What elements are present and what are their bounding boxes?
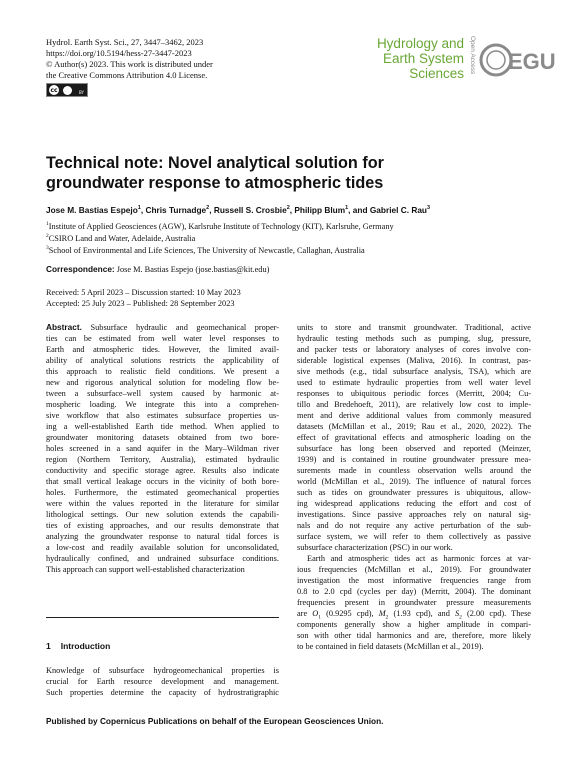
introduction-text [46,665,279,698]
author-name: Gabriel C. Rau [369,205,427,215]
body-line: Earth and atmospheric tides act as harmonic forces at var- [307,554,531,563]
section-divider [46,617,279,618]
body-line: crucial for Earth resource development and management. [46,677,279,686]
affiliation [46,245,394,257]
abstract-line: a low-cost and readily available solution for unconsolidated, [46,543,279,552]
abstract [46,322,279,575]
abstract-line: hydraulically confined, and undrained subsurface conditions. [46,554,279,563]
affiliation-text: CSIRO Land and Water, Adelaide, Australia [48,234,196,243]
abstract-line: region (Northern Territory, Australia), estimated hydraulic [46,455,279,464]
by-label: BY [79,90,84,95]
body-line: investigations. Since passive approaches rely on natural sig- [297,510,531,519]
body-line: frequencies present in groundwater pressure measurements [297,598,531,607]
license-line: the Creative Commons Attribution 4.0 License. [46,70,208,80]
affiliation-text: Institute of Applied Geosciences (AGW), Karlsruhe Institute of Technology (KIT), Karlsruhe, Germany [48,222,394,231]
affiliation-text: School of Environmental and Life Sciences, The University of Newcastle, Callaghan, Australia [48,246,365,255]
abstract-line: ability of analytical solutions restricts the applicability of [46,356,279,365]
body-line: effect of gravitational effects and atmospheric loading on the [297,433,531,442]
affiliation-list [46,221,394,257]
doi-link[interactable]: https://doi.org/10.5194/hess-27-3447-2023 [46,48,192,58]
abstract-line: ing a well-established Earth tide method. When applied to [46,422,279,431]
author-affiliation-mark: 1 [345,205,349,212]
copyright-line: © Author(s) 2023. This work is distributed under [46,59,213,69]
date-line: Received: 5 April 2023 – Discussion started: 10 May 2023 [46,288,241,297]
date-line: Accepted: 25 July 2023 – Published: 28 September 2023 [46,299,235,308]
abstract-line: were within the values reported in the literature for similar [46,499,279,508]
body-line: 0.8 to 2.0 cpd (cycles per day) (Merritt, 2004). The dominant [297,587,531,596]
body-line: components generally show a higher amplitude in compari- [297,620,531,629]
abstract-label: Abstract. [46,322,82,332]
abstract-line: ties of existing approaches, and our results demonstrate that [46,521,279,530]
author-name: Russell S. Crosbie [213,205,287,215]
egu-logo-text: EGU [508,49,556,74]
body-line: ious frequencies (McMillan et al., 2019). For groundwater [297,565,531,574]
introduction-continued [297,322,531,652]
author-name: Chris Turnadge [145,205,207,215]
journal-name-line: Earth System [382,51,464,66]
body-line: and packer tests or laboratory analyses of cores involve con- [297,345,531,354]
open-access-label: Open Access [469,36,476,75]
author-name: Jose M. Bastias Espejo [46,205,138,215]
body-line: son with other tidal harmonics and are, therefore, more likely [297,631,531,640]
affiliation-number: 2 [46,233,49,240]
article-title [46,153,384,193]
affiliation [46,221,394,233]
egu-logo-icon [480,40,556,80]
body-line: tillo and Bredehoeft, 2011), are relatively low cost to imple- [297,400,531,409]
body-line: to be contained in field datasets (McMillan et al., 2019). [297,642,484,651]
section-number: 1 [46,641,51,651]
body-line: siderable logistical expenses (Maliva, 2016). In contrast, pas- [297,356,531,365]
author-name: Philipp Blum [294,205,346,215]
abstract-line: This approach can support well-established characterization [46,565,245,574]
correspondence [46,264,269,274]
cc-icon: cc [50,86,58,94]
affiliation-number: 3 [46,245,49,252]
journal-citation: Hydrol. Earth Syst. Sci., 27, 3447–3462, 2023 [46,37,204,47]
body-line: surements made in countless observation wells around the [297,466,531,475]
abstract-line: holes. Furthermore, the estimated geomechanical properties [46,488,279,497]
body-line: such as tides on groundwater pressures is ubiquitous, allow- [297,488,531,497]
abstract-line: conductivity and specific storage agree. Results also indicate [46,466,279,475]
body-line: units to store and transmit groundwater. Traditional, active [297,323,531,332]
abstract-line: Earth and atmospheric tides. However, the limited avail- [46,345,279,354]
abstract-line: holes screened in a sand aquifer in the Mary–Wildman river [46,444,279,453]
abstract-line: that small vertical leakage occurs in the vicinity of both bore- [46,477,279,486]
body-line: surface system, we will refer to them collectively as passive [297,532,531,541]
body-line: subsurface has long been observed and reported (Meinzer, [297,444,531,453]
correspondence-email[interactable]: Jose M. Bastias Espejo (jose.bastias@kit.edu) [116,265,270,274]
title-line: groundwater response to atmospheric tides [46,174,384,192]
author-affiliation-mark: 2 [286,205,290,212]
citation-block [46,37,213,81]
abstract-line: this approach to realistic field conditions. We present a [46,367,279,376]
body-line: sive methods (e.g., tidal subsurface analysis, TSA), which are [297,367,531,376]
abstract-line: ties can be estimated from well water level responses to [46,334,279,343]
body-line: datasets (McMillan et al., 2019; Rau et al., 2020, 2022). The [297,422,531,431]
body-line: world (McMillan et al., 2019). The influence of natural forces [297,477,531,486]
body-line: Knowledge of subsurface hydrogeomechanical properties is [46,666,279,675]
abstract-line: mospheric loading. We integrate this into a comprehen- [46,400,279,409]
abstract-line: tween a subsurface–well system caused by harmonic at- [46,389,279,398]
abstract-line: Subsurface hydraulic and geomechanical proper- [90,323,279,332]
body-line: responses to ubiquitous periodic forces (Merritt, 2004; Cu- [297,389,531,398]
person-icon [63,86,72,95]
body-line: hydraulic testing methods such as pumping, slug, pressure, [297,334,531,343]
body-line: subsurface characterization (PSC) in our work. [297,543,453,552]
author-separator: , [140,205,146,215]
author-separator: , and [348,205,370,215]
author-affiliation-mark: 2 [206,205,210,212]
journal-name-line: Hydrology and [376,36,464,51]
correspondence-label: Correspondence: [46,264,115,274]
cc-by-license-icon[interactable] [46,83,88,97]
abstract-line: groundwater monitoring datasets obtained from two bore- [46,433,279,442]
section-title: Introduction [60,641,111,651]
section-heading-introduction [46,641,120,651]
body-line: ing widespread applications reducing the effort and cost of [297,499,531,508]
author-separator: , [289,205,295,215]
body-line: ment and derive additional values from commonly measured [297,411,531,420]
abstract-line: analyzing the groundwater response to natural tidal forces is [46,532,279,541]
tide-constituents-line: are $O_1$ (0.9295 cpd), $M_2$ (1.93 cpd), and $S_2$ (2.00 cpd). These [297,609,531,621]
abstract-line: lithological settings. Our new solution extends the capabili- [46,510,279,519]
affiliation-number: 1 [46,221,49,228]
journal-name-line: Sciences [409,66,464,81]
author-separator: , [209,205,214,215]
body-line: 1939) and is contained in routine groundwater pressure mea- [297,455,531,464]
abstract-line: sive workflow that also estimates subsurface properties us- [46,411,279,420]
body-line: nals and do not require any active perturbation of the sub- [297,521,531,530]
body-line: Such properties determine the capacity of hydrostratigraphic [46,688,279,697]
body-line: used to estimate hydraulic properties from well water level [297,378,531,387]
affiliation [46,233,394,245]
body-line: investigation the most informative frequencies range from [297,576,531,585]
journal-name [377,36,464,81]
author-affiliation-mark: 1 [137,205,141,212]
author-affiliation-mark: 3 [427,205,431,212]
title-line: Technical note: Novel analytical solution for [46,154,384,172]
abstract-line: new and rigorous analytical solution for modeling flow be- [46,378,279,387]
author-list [46,205,430,215]
publisher-footer: Published by Copernicus Publications on behalf of the European Geosciences Union. [46,716,384,726]
article-dates [46,287,241,309]
